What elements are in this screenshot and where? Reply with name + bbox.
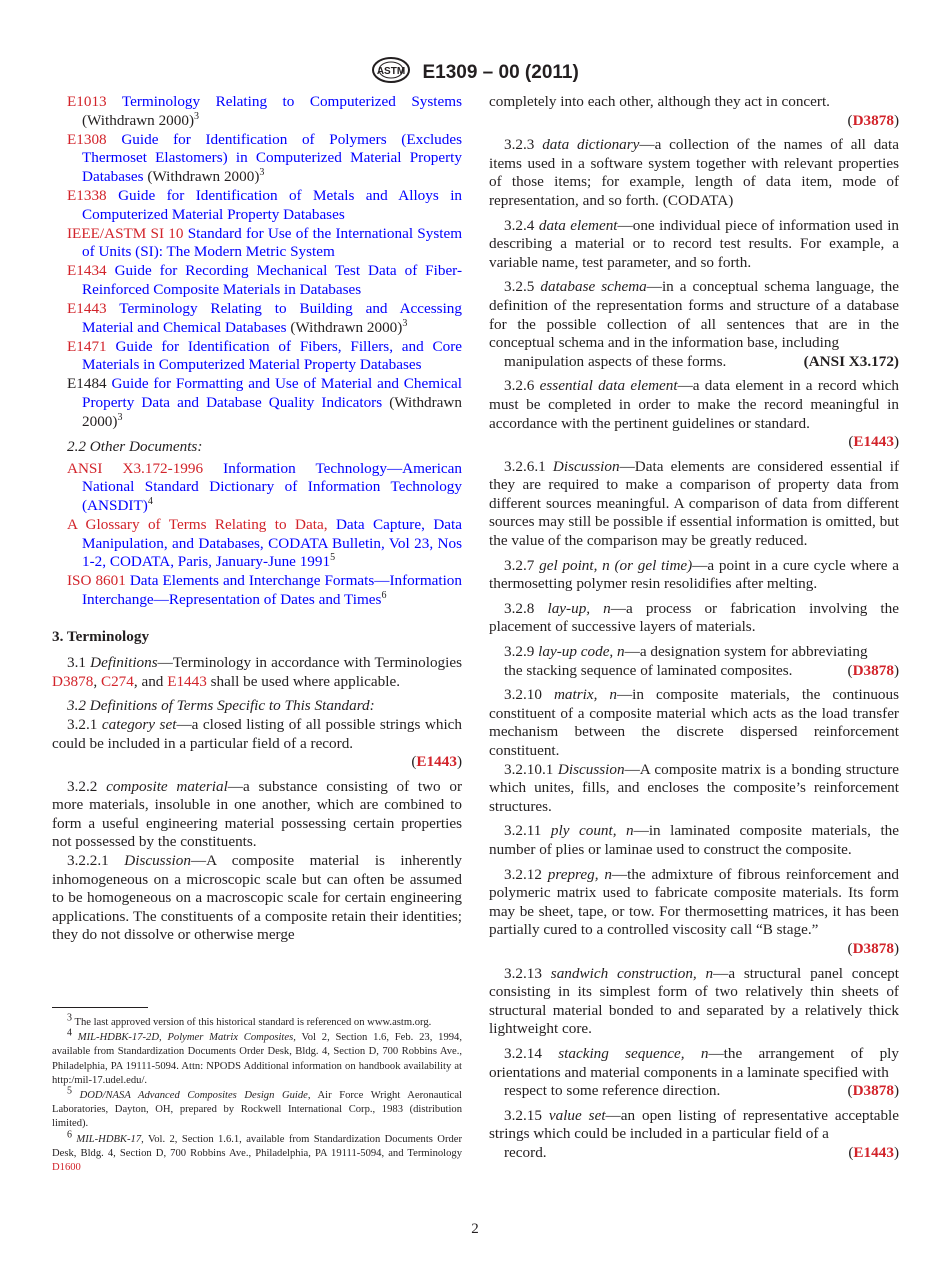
def-3-2-10: 3.2.10 matrix, n—in composite materials, the continuous constituent of a composite material which acts as the load transfer mechanism between the discrete dispersed reinforcement constituent.	[489, 686, 900, 759]
right-column	[489, 93, 899, 1168]
para-3-2-heading: 3.2 Definitions of Terms Specific to This Standard:	[67, 697, 375, 715]
ref-link-d3878[interactable]: D3878	[852, 1082, 894, 1100]
ref-title[interactable]: Terminology Relating to Building and Accessing Material and Chemical Databases	[82, 300, 462, 336]
designation-title: E1309 – 00 (2011)	[422, 62, 579, 83]
ref-code[interactable]: E1338	[67, 186, 107, 204]
para-3-1: 3.1 Definitions—Terminology in accordance with Terminologies D3878, C274, and E1443 shall be used where applicable.	[52, 654, 463, 690]
footnote-marker: 4	[147, 495, 153, 507]
ref-link-d3878[interactable]: D3878	[52, 672, 94, 690]
def-3-2-1: 3.2.1 category set—a closed listing of all possible strings which could be included in a particular field of a record. (E1443)	[52, 715, 462, 771]
ref-link-d3878[interactable]: D3878	[852, 939, 894, 957]
def-3-2-7: 3.2.7 gel point, n (or gel time)—a point in a cure cycle where a thermosetting polymer resin resolidifies after melting.	[489, 556, 899, 593]
ref-code: E1484	[67, 375, 107, 393]
ref-e1484	[52, 375, 462, 431]
def-3-2-2-1: 3.2.2.1 Discussion—A composite material is inherently inhomogeneous on a microscopic scale but can often be assumed to be homogeneous on a macroscopic scale for certain engineering applications. The constituents of a composite retain their identities; they do not dissolve or otherwise merge	[52, 852, 463, 944]
ref-link-e1443[interactable]: E1443	[853, 433, 894, 451]
ref-link-e1443[interactable]: E1443	[167, 672, 207, 690]
page-header	[0, 56, 950, 90]
ref-link-d1600[interactable]: D1600	[52, 1162, 81, 1174]
ref-title[interactable]: Terminology Relating to Computerized Systems	[121, 93, 462, 110]
ref-ieee-si10	[52, 225, 462, 262]
ref-code[interactable]: E1471	[67, 337, 107, 355]
footnote-marker: 3	[402, 317, 408, 329]
svg-text:ASTM: ASTM	[377, 66, 406, 77]
ref-code[interactable]: E1434	[67, 262, 107, 280]
footnote-marker: 3	[117, 411, 123, 423]
footnotes	[52, 1012, 462, 1176]
ref-link-d3878[interactable]: D3878	[852, 661, 894, 679]
def-3-2-4: 3.2.4 data element—one individual piece of information used in describing a material or to record test results. For example, a variable name, test parameter, and so forth.	[489, 216, 900, 271]
ref-code[interactable]: E1308	[67, 130, 107, 148]
ref-ansi: (ANSI X3.172)	[803, 352, 899, 370]
ref-title[interactable]: Guide for Identification of Fibers, Fillers, and Core Materials in Computerized Material Property Databases	[82, 337, 462, 374]
footnote-marker: 5	[330, 552, 336, 564]
ref-title[interactable]: Data Capture, Data Manipulation, and Databases, CODATA Bulletin, Vol 23, Nos 1-2, CODATA, Paris, January-June 1991	[82, 516, 462, 571]
ref-note: (Withdrawn 2000)	[82, 394, 462, 430]
ref-code[interactable]: E1013	[67, 93, 107, 110]
ref-ansi-x3172	[52, 460, 462, 516]
def-3-2-6-1: 3.2.6.1 Discussion—Data elements are considered essential if they are required to make a comparison of property data from different sources meaningful. A comparison of data from different sources may still be possible if essential information is omitted, but the value of the comparison may be greatly reduced.	[489, 457, 900, 550]
ref-title[interactable]: Guide for Recording Mechanical Test Data of Fiber-Reinforced Composite Materials in Databases	[82, 262, 462, 298]
def-3-2-2: 3.2.2 composite material—a substance consisting of two or more materials, insoluble in one another, which are combined to form a useful engineering material possessing certain properties not possessed by the constituents.	[52, 777, 462, 851]
ref-title[interactable]: Guide for Identification of Polymers (Excludes Thermoset Elastomers) in Computerized Material Property Databases	[82, 130, 463, 185]
ref-iso-8601	[52, 572, 462, 609]
ref-e1443	[52, 300, 462, 337]
other-documents-heading: 2.2 Other Documents:	[67, 438, 203, 456]
ref-code[interactable]: IEEE/ASTM SI 10	[67, 224, 184, 242]
ref-title[interactable]: Standard for Use of the International System of Units (SI): The Modern Metric System	[82, 224, 463, 261]
ref-link-e1443[interactable]: E1443	[416, 753, 457, 771]
ref-note: (Withdrawn 2000)	[147, 167, 260, 185]
astm-logo-icon	[371, 56, 411, 90]
footnote-4: $^4$ MIL-HDBK-17-2D, Polymer Matrix Composites, Vol 2, Section 1.6, Feb. 23, 1994, available from Standardization Documents Order Desk, Bldg. 4, Section D, 700 Robbins Ave., Philadelphia, PA 19111-5094. Attn: NPODS Additional information on handbook availability at http:/mil-17.udel.edu/.	[52, 1027, 462, 1086]
def-3-2-14: 3.2.14 stacking sequence, n—the arrangement of ply orientations and material components in a laminate specified with respect to some reference direction. (D3878)	[489, 1044, 899, 1100]
def-3-2-12: 3.2.12 prepreg, n—the admixture of fibrous reinforcement and polymeric matrix used to fabricate composite materials. Its form may be sheet, tape, or tow. For thermosetting matrices, it has been partially cured to a controlled viscosity call “B stage.” (D3878)	[489, 865, 899, 957]
ref-e1434	[52, 262, 462, 299]
ref-title[interactable]: Data Elements and Interchange Formats—Information Interchange—Representation of Dates and Times	[82, 572, 462, 608]
def-3-2-15: 3.2.15 value set—an open listing of representative acceptable strings which could be included in a particular field of a record. (E1443)	[489, 1106, 899, 1161]
footnote-5: $^5$ DOD/NASA Advanced Composites Design Guide, Air Force Wright Aeronautical Laboratories, Dayton, OH, prepared by Rockwell International Corp., 1983 (distribution limited).	[52, 1085, 462, 1130]
footnote-divider	[52, 1007, 148, 1008]
ref-title[interactable]: Information Technology—American National Standard Dictionary of Information Technology (ANSDIT)	[82, 459, 463, 514]
ref-note: (Withdrawn 2000)	[290, 318, 403, 336]
ref-link-c274[interactable]: C274	[100, 672, 134, 690]
left-column	[52, 93, 462, 951]
def-3-2-9: 3.2.9 lay-up code, n—a designation system for abbreviating the stacking sequence of laminated composites. (D3878)	[504, 643, 899, 679]
def-3-2-8: 3.2.8 lay-up, n—a process or fabrication involving the placement of successive layers of materials.	[489, 599, 899, 636]
ref-title[interactable]: Guide for Formatting and Use of Material and Chemical Property Data and Database Quality Indicators	[82, 375, 463, 411]
def-3-2-3: 3.2.3 data dictionary—a collection of the names of all data items used in a software system together with relevant properties of those items; for example, length of data item, mode of representation, and so forth. (CODATA)	[489, 136, 899, 209]
ref-e1308	[52, 131, 462, 187]
ref-e1338	[52, 187, 462, 224]
def-3-2-11: 3.2.11 ply count, n—in laminated composite materials, the number of plies or laminae used to construct the composite.	[489, 822, 900, 858]
ref-title[interactable]: Guide for Identification of Metals and Alloys in Computerized Material Property Databases	[82, 186, 463, 223]
ref-code[interactable]: ANSI X3.172-1996	[67, 459, 204, 477]
footnote-6: $^6$ MIL-HDBK-17, Vol. 2, Section 1.6.1, available from Standardization Documents Order Desk, Bldg. 4, Section D, 700 Robbins Ave., Philadelphia, PA 19111-5094, and Terminology D1600	[52, 1129, 462, 1174]
footnote-3: $^3$ The last approved version of this historical standard is referenced on www.astm.org.	[67, 1012, 432, 1028]
ref-e1471	[52, 338, 462, 375]
def-3-2-13: 3.2.13 sandwich construction, n—a structural panel concept consisting in its simplest form of two relatively thin sheets of structural material bonded to and separated by a relatively thick lightweight core.	[489, 964, 899, 1038]
ref-code[interactable]: E1443	[67, 300, 107, 318]
def-3-2-6: 3.2.6 essential data element—a data element in a record which must be completed in order to make the record meaningful in accordance with the pertinent guidelines or standard. (E1443)	[489, 377, 900, 451]
ref-code[interactable]: ISO 8601	[67, 572, 126, 590]
footnote-marker: 3	[259, 166, 265, 178]
footnote-marker: 3	[194, 110, 199, 122]
def-3-2-10-1: 3.2.10.1 Discussion—A composite matrix is a bonding structure which unites, fills, and encloses the composite’s reinforcement structures.	[489, 760, 899, 815]
ref-code[interactable]: A Glossary of Terms Relating to Data,	[67, 516, 328, 534]
def-3-2-5: 3.2.5 database schema—in a conceptual schema language, the definition of the representation forms and structure of a database for the possible collection of all sentences that are in the conceptual schema and in the information base, including manipulation aspects of these forms. (ANSI X3.172)	[489, 278, 899, 370]
def-3-2-2-1-continued: completely into each other, although they act in concert. (D3878)	[489, 93, 899, 129]
footnote-marker: 6	[381, 589, 387, 601]
section-3-heading: 3. Terminology	[52, 627, 150, 645]
ref-codata-glossary	[52, 516, 462, 572]
page-number: 2	[471, 1221, 479, 1237]
ref-e1013	[52, 93, 462, 130]
ref-note: (Withdrawn 2000)	[82, 111, 194, 129]
ref-link-d3878[interactable]: D3878	[852, 111, 894, 129]
ref-link-e1443[interactable]: E1443	[853, 1143, 894, 1161]
